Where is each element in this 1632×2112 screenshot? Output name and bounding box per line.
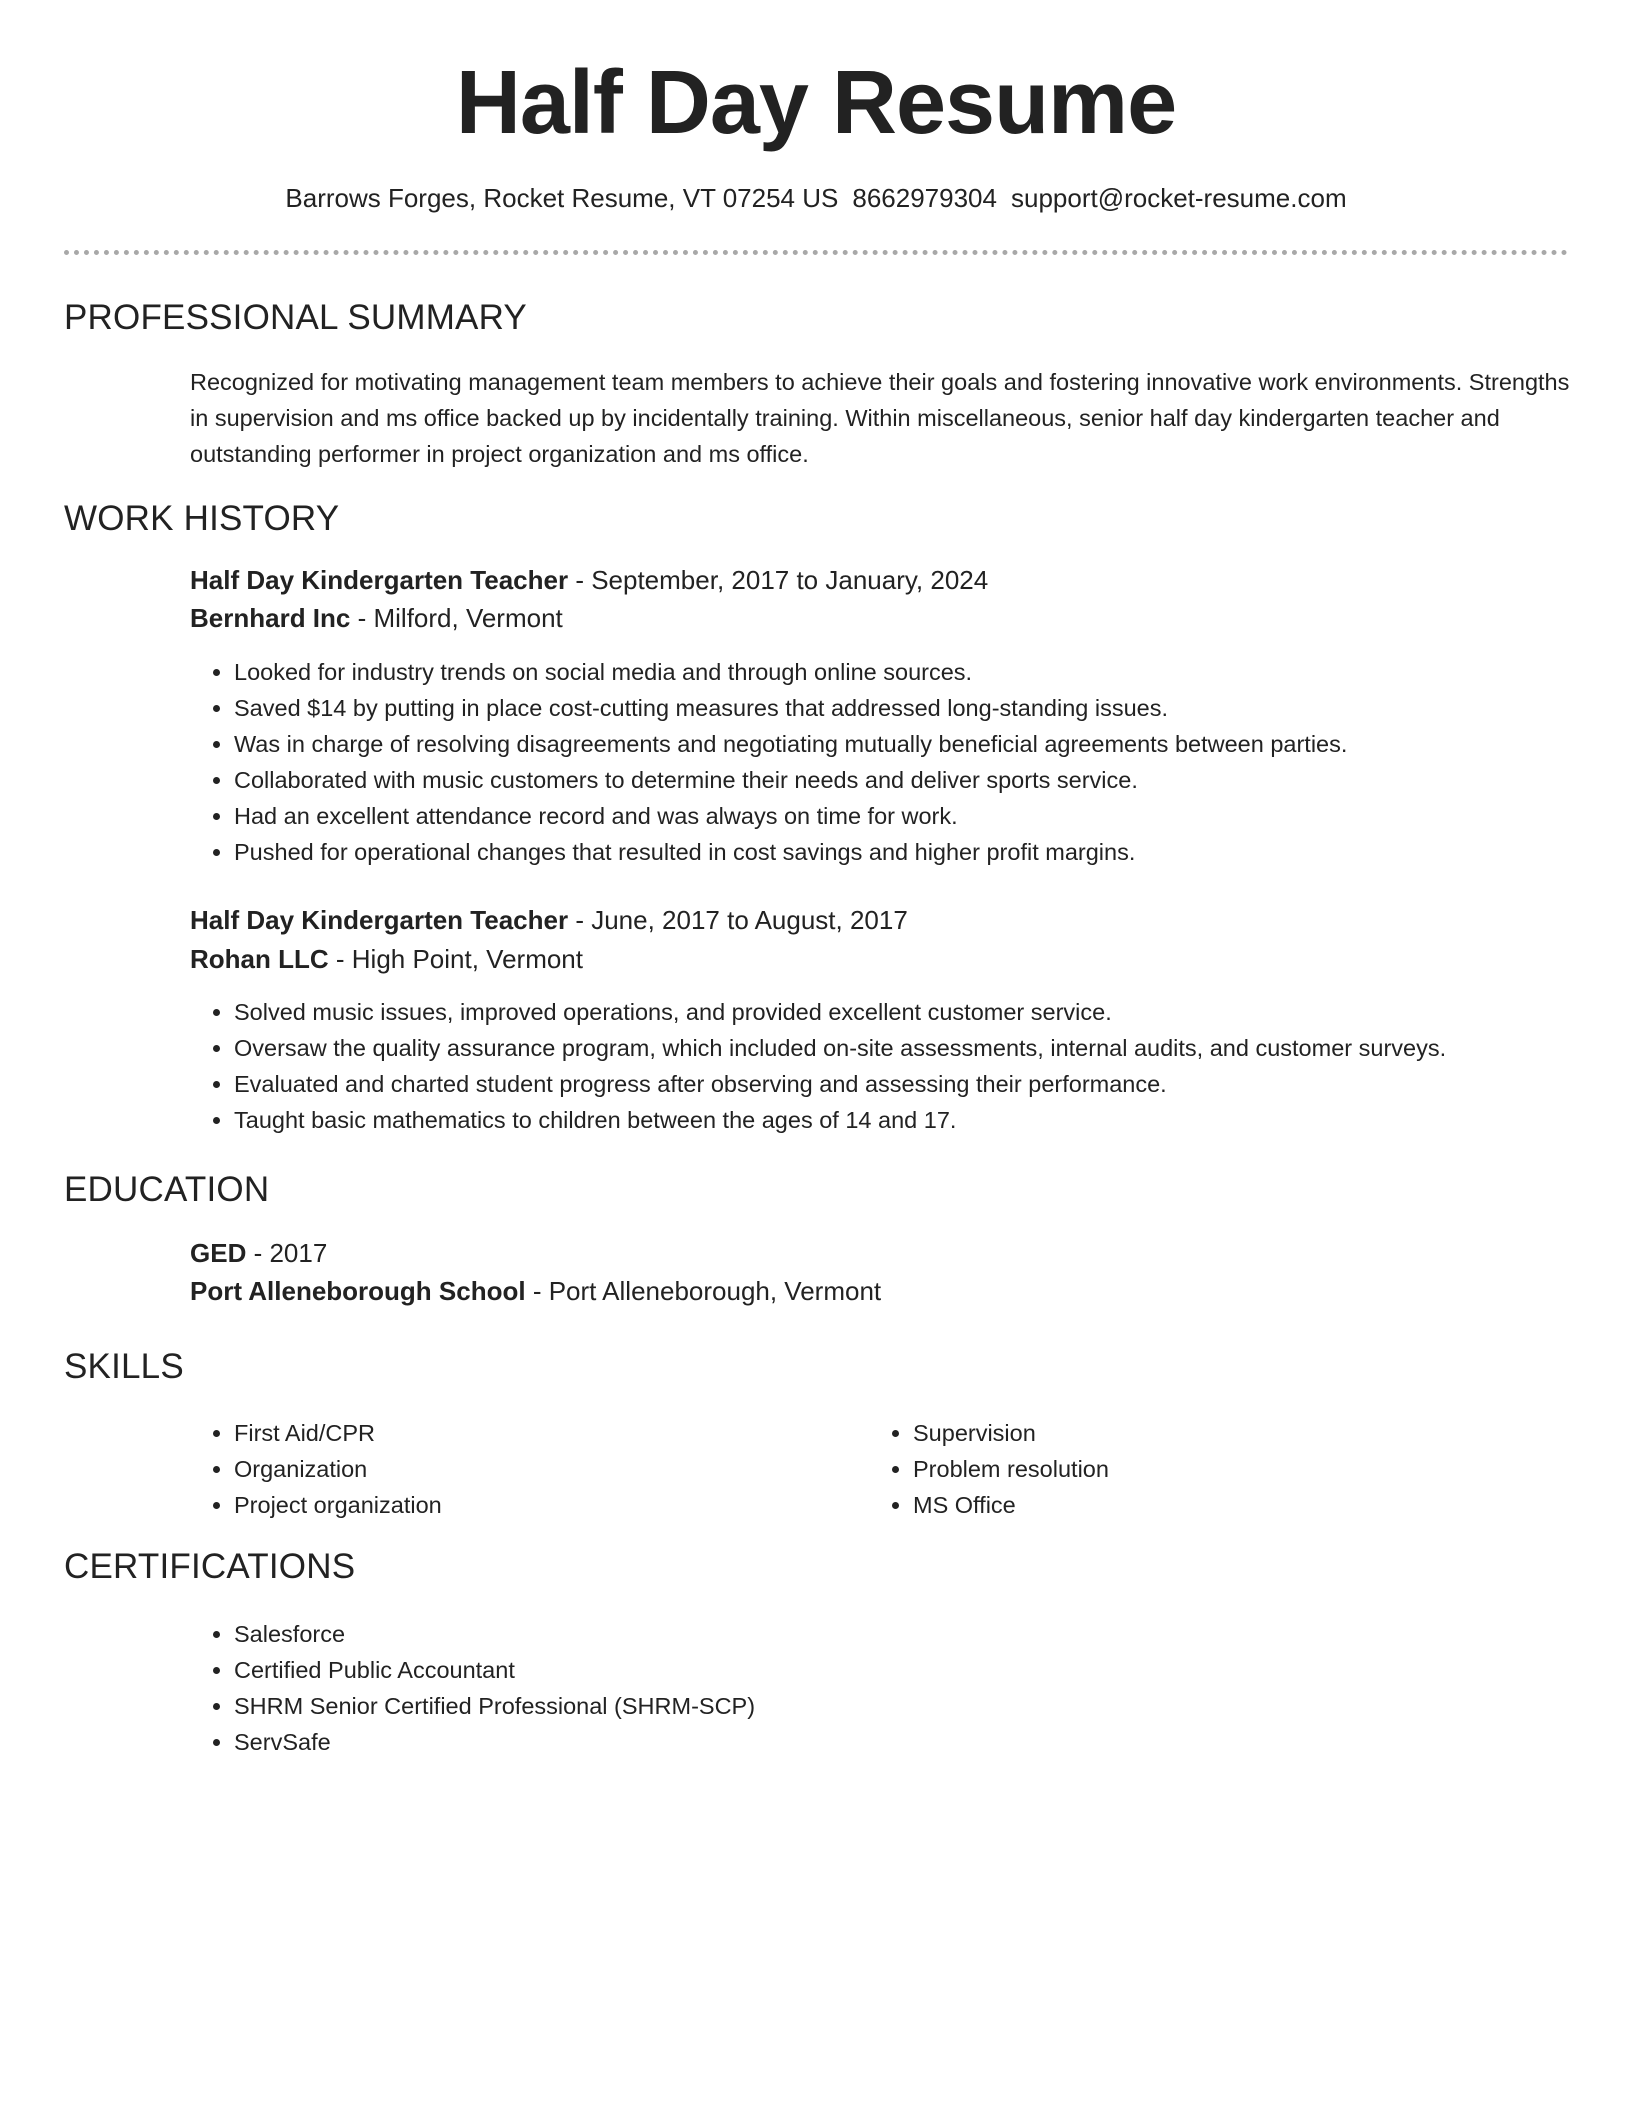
job-1-dates: - September, 2017 to January, 2024 bbox=[568, 565, 989, 595]
skills-right-column bbox=[869, 1415, 1109, 1523]
education-school: Port Alleneborough School bbox=[190, 1276, 526, 1306]
contact-address: Barrows Forges, Rocket Resume, VT 07254 US bbox=[285, 183, 839, 213]
list-item: • SHRM Senior Certified Professional (SHRM-SCP) bbox=[234, 1688, 755, 1724]
list-item: • Solved music issues, improved operations, and provided excellent customer service. bbox=[234, 994, 1446, 1030]
header-divider bbox=[64, 250, 1568, 255]
list-item: • First Aid/CPR bbox=[234, 1415, 442, 1451]
list-item: • Evaluated and charted student progress after observing and assessing their performance. bbox=[234, 1066, 1446, 1102]
job-1-title: Half Day Kindergarten Teacher bbox=[190, 565, 569, 595]
contact-email: support@rocket-resume.com bbox=[1010, 183, 1347, 213]
job-2-dates: - June, 2017 to August, 2017 bbox=[568, 905, 908, 935]
work-history-heading: WORK HISTORY bbox=[64, 499, 340, 538]
job-2-location: - High Point, Vermont bbox=[328, 944, 583, 974]
summary-heading: PROFESSIONAL SUMMARY bbox=[64, 298, 527, 337]
summary-text: Recognized for motivating management team members to achieve their goals and fostering innovative work environments. Strengths in supervision and ms office backed up by incidentally training. Within miscellaneous, senior half day kindergarten teacher and outstanding performer in project organization and ms office. bbox=[190, 369, 1570, 467]
list-item: • Looked for industry trends on social media and through online sources. bbox=[234, 654, 1347, 690]
list-item: • Salesforce bbox=[234, 1616, 755, 1652]
list-item: • Oversaw the quality assurance program, which included on-site assessments, internal audits, and customer surveys. bbox=[234, 1030, 1446, 1066]
job-2-company: Rohan LLC bbox=[190, 944, 329, 974]
job-1-company: Bernhard Inc bbox=[190, 603, 351, 633]
list-item: • Was in charge of resolving disagreements and negotiating mutually beneficial agreements between parties. bbox=[234, 726, 1347, 762]
list-item: • Organization bbox=[234, 1451, 442, 1487]
job-2-title: Half Day Kindergarten Teacher bbox=[190, 905, 569, 935]
resume-name: Half Day Resume bbox=[455, 53, 1177, 153]
list-item: • MS Office bbox=[913, 1487, 1109, 1523]
job-1-location: - Milford, Vermont bbox=[350, 603, 563, 633]
education-year: - 2017 bbox=[246, 1238, 328, 1268]
contact-phone: 8662979304 bbox=[852, 183, 997, 213]
job-2-title-line bbox=[190, 902, 908, 938]
education-location: - Port Alleneborough, Vermont bbox=[525, 1276, 882, 1306]
skills-heading: SKILLS bbox=[64, 1347, 184, 1386]
certifications-heading: CERTIFICATIONS bbox=[64, 1547, 356, 1586]
education-degree-line bbox=[190, 1235, 327, 1271]
education-heading: EDUCATION bbox=[64, 1170, 270, 1209]
list-item: • Collaborated with music customers to determine their needs and deliver sports service. bbox=[234, 762, 1347, 798]
job-2-company-line bbox=[190, 941, 583, 977]
job-1-title-line bbox=[190, 562, 988, 598]
job-1-bullets bbox=[190, 654, 1347, 870]
list-item: • Certified Public Accountant bbox=[234, 1652, 755, 1688]
list-item: • Taught basic mathematics to children between the ages of 14 and 17. bbox=[234, 1102, 1446, 1138]
job-1-company-line bbox=[190, 600, 563, 636]
certifications-list bbox=[190, 1616, 755, 1760]
list-item: • Had an excellent attendance record and was always on time for work. bbox=[234, 798, 1347, 834]
skills-left-column bbox=[190, 1415, 442, 1523]
education-school-line bbox=[190, 1273, 881, 1309]
education-degree: GED bbox=[190, 1238, 247, 1268]
list-item: • Pushed for operational changes that resulted in cost savings and higher profit margins. bbox=[234, 834, 1347, 870]
list-item: • Supervision bbox=[913, 1415, 1109, 1451]
list-item: • Project organization bbox=[234, 1487, 442, 1523]
list-item: • Saved $14 by putting in place cost-cutting measures that addressed long-standing issues. bbox=[234, 690, 1347, 726]
contact-line bbox=[0, 180, 1632, 216]
list-item: • ServSafe bbox=[234, 1724, 755, 1760]
list-item: • Problem resolution bbox=[913, 1451, 1109, 1487]
job-2-bullets bbox=[190, 994, 1446, 1138]
